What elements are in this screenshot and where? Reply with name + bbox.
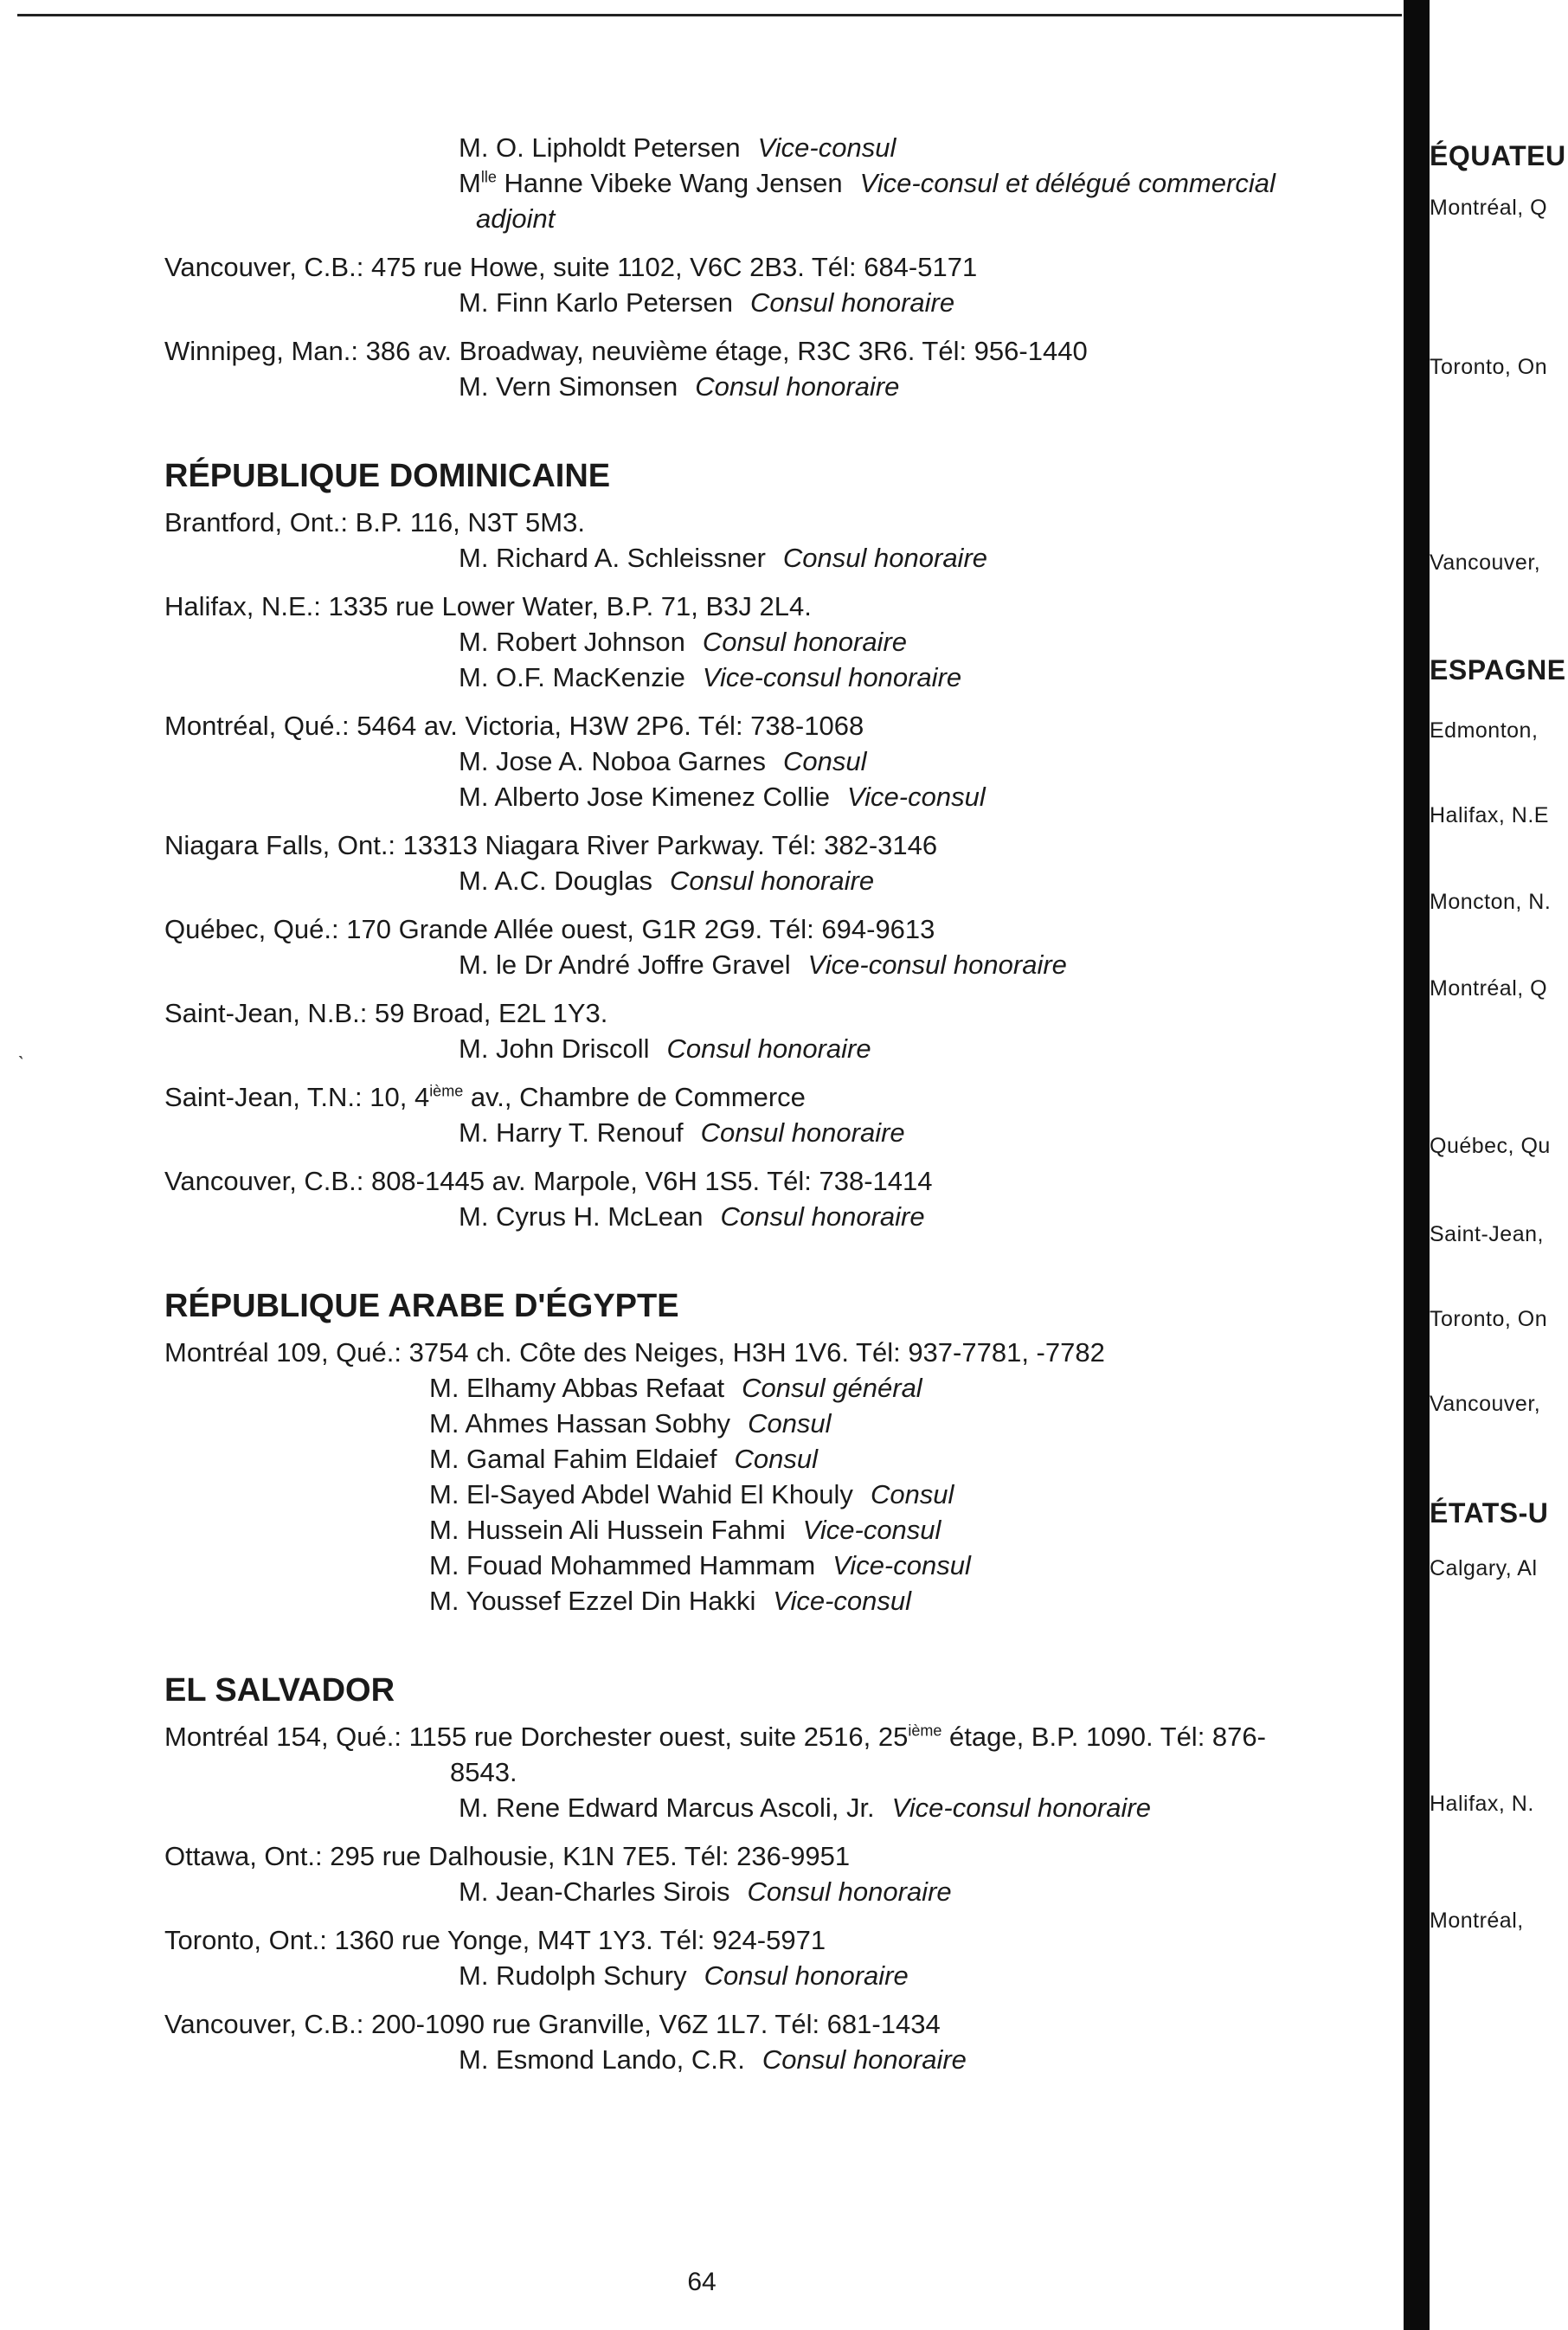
- branch-line: [164, 1719, 1402, 1754]
- person-line: [164, 1370, 1402, 1406]
- person-name-sup: lle: [480, 168, 497, 186]
- branch-city: Niagara Falls, Ont.:: [164, 830, 396, 860]
- adjacent-city: Saint-Jean,: [1430, 1222, 1544, 1246]
- branch-line: [164, 1922, 1402, 1958]
- branch-line: [164, 333, 1402, 369]
- person-role: Vice-consul: [832, 1550, 971, 1580]
- person-role: Consul honoraire: [666, 1033, 871, 1064]
- person-role: Consul honoraire: [720, 1201, 925, 1232]
- branch-line: [164, 1079, 1402, 1115]
- adjacent-city: Montréal,: [1430, 1908, 1524, 1933]
- person-line: [164, 660, 1402, 695]
- branch-line: [164, 995, 1402, 1031]
- person-line: [164, 1790, 1402, 1825]
- branch-line: [164, 1335, 1402, 1370]
- branch-city: Toronto, Ont.:: [164, 1925, 327, 1955]
- person-name: M. Rene Edward Marcus Ascoli, Jr.: [459, 1793, 875, 1823]
- branch-city: Vancouver, C.B.:: [164, 252, 364, 282]
- person-name: M. Jose A. Noboa Garnes: [459, 746, 766, 776]
- person-line: [164, 1199, 1402, 1234]
- person-role: Vice-consul et délégué commercial: [859, 168, 1276, 198]
- adjacent-city: Montréal, Q: [1430, 976, 1548, 1001]
- person-line: [164, 947, 1402, 982]
- person-name: M. Esmond Lando, C.R.: [459, 2044, 745, 2075]
- branch-city: Winnipeg, Man.:: [164, 336, 358, 366]
- branch-city: Montréal 154, Qué.:: [164, 1722, 402, 1752]
- person-role: Consul honoraire: [695, 371, 900, 402]
- person-line: [164, 1441, 1402, 1477]
- adjacent-city: Halifax, N.: [1430, 1792, 1534, 1816]
- person-name: M. Hussein Ali Hussein Fahmi: [429, 1515, 786, 1545]
- person-role: Consul honoraire: [704, 1960, 909, 1991]
- top-rule: [17, 14, 1402, 16]
- person-name: M. Finn Karlo Petersen: [459, 287, 734, 318]
- person-line: [164, 2042, 1402, 2077]
- person-name: M. Ahmes Hassan Sobhy: [429, 1408, 731, 1439]
- branch-line: [164, 2006, 1402, 2042]
- adjacent-city: Montréal, Q: [1430, 196, 1548, 220]
- person-line: [164, 1548, 1402, 1583]
- person-name: M. Cyrus H. McLean: [459, 1201, 704, 1232]
- branch-address: 5464 av. Victoria, H3W 2P6. Tél: 738-1068: [357, 711, 864, 741]
- person-line: [164, 369, 1402, 404]
- person-line: [164, 1583, 1402, 1619]
- branch-address: 808-1445 av. Marpole, V6H 1S5. Tél: 738-1414: [370, 1166, 933, 1196]
- person-name: M. Richard A. Schleissner: [459, 543, 766, 573]
- adjacent-city: Halifax, N.E: [1430, 803, 1549, 827]
- page-content: [164, 130, 1402, 2077]
- person-role: Vice-consul honoraire: [891, 1793, 1151, 1823]
- branch-address-continuation: 8543.: [450, 1757, 517, 1787]
- adjacent-city: Edmonton,: [1430, 718, 1539, 743]
- branch-address: 200-1090 rue Granville, V6Z 1L7. Tél: 681-1434: [370, 2009, 941, 2039]
- adjacent-city: Québec, Qu: [1430, 1134, 1551, 1158]
- person-line: [164, 130, 1402, 165]
- person-role: Consul: [870, 1479, 954, 1509]
- branch-city: Montréal, Qué.:: [164, 711, 350, 741]
- adjacent-heading: ÉTATS-U: [1430, 1497, 1549, 1529]
- country-heading: RÉPUBLIQUE DOMINICAINE: [164, 458, 611, 494]
- person-role: Consul honoraire: [750, 287, 955, 318]
- adjacent-city: Vancouver,: [1430, 550, 1541, 575]
- branch-city: Saint-Jean, T.N.:: [164, 1082, 363, 1112]
- branch-city: Québec, Qué.:: [164, 914, 339, 944]
- country-heading: RÉPUBLIQUE ARABE D'ÉGYPTE: [164, 1288, 679, 1324]
- branch-address: 1335 rue Lower Water, B.P. 71, B3J 2L4.: [328, 591, 812, 621]
- person-name-prefix: M: [459, 168, 481, 198]
- person-name: M. Jean-Charles Sirois: [459, 1876, 730, 1907]
- branch-line: [164, 505, 1402, 540]
- person-name: M. Fouad Mohammed Hammam: [429, 1550, 816, 1580]
- person-name: M. Robert Johnson: [459, 627, 685, 657]
- person-name: M. O. Lipholdt Petersen: [459, 132, 741, 163]
- person-role: Consul: [734, 1444, 818, 1474]
- branch-line: [164, 911, 1402, 947]
- person-name: M. John Driscoll: [459, 1033, 650, 1064]
- person-role: Consul honoraire: [702, 627, 908, 657]
- person-role: Consul honoraire: [747, 1876, 952, 1907]
- adjacent-heading: ÉQUATEU: [1430, 140, 1566, 171]
- person-role-continuation: adjoint: [476, 203, 556, 234]
- branch-line: [164, 827, 1402, 863]
- page-gutter: [1404, 0, 1430, 2330]
- branch-city: Halifax, N.E.:: [164, 591, 321, 621]
- adjacent-city: Toronto, On: [1430, 355, 1548, 379]
- person-role: Consul: [748, 1408, 832, 1439]
- adjacent-city: Calgary, Al: [1430, 1556, 1538, 1580]
- branch-line: [164, 589, 1402, 624]
- person-line: [164, 1406, 1402, 1441]
- person-role: Consul honoraire: [782, 543, 988, 573]
- person-name: M. Gamal Fahim Eldaief: [429, 1444, 717, 1474]
- branch-line: [164, 708, 1402, 743]
- person-line: [164, 285, 1402, 320]
- branch-address: 170 Grande Allée ouest, G1R 2G9. Tél: 694-9613: [346, 914, 935, 944]
- branch-line: [164, 1163, 1402, 1199]
- person-line: [164, 165, 1402, 201]
- person-role: Consul honoraire: [762, 2044, 967, 2075]
- person-role: Vice-consul: [802, 1515, 941, 1545]
- branch-address: B.P. 116, N3T 5M3.: [355, 507, 585, 537]
- person-name: M. A.C. Douglas: [459, 866, 652, 896]
- person-role: Vice-consul: [847, 782, 986, 812]
- person-name: Hanne Vibeke Wang Jensen: [496, 168, 843, 198]
- branch-address: 59 Broad, E2L 1Y3.: [374, 998, 608, 1028]
- person-line: [164, 1115, 1402, 1150]
- person-role: Consul honoraire: [700, 1117, 905, 1148]
- person-line: [164, 540, 1402, 576]
- person-name: M. Youssef Ezzel Din Hakki: [429, 1586, 756, 1616]
- person-role: Vice-consul honoraire: [702, 662, 962, 692]
- country-heading: EL SALVADOR: [164, 1672, 395, 1709]
- person-line: [164, 624, 1402, 660]
- person-line: [164, 1477, 1402, 1512]
- person-line: [164, 1874, 1402, 1909]
- branch-address: 13313 Niagara River Parkway. Tél: 382-3146: [402, 830, 938, 860]
- person-line: [164, 1512, 1402, 1548]
- person-name: M. Rudolph Schury: [459, 1960, 687, 1991]
- branch-line: [164, 1838, 1402, 1874]
- adjacent-heading: ESPAGNE: [1430, 654, 1566, 685]
- adjacent-city: Toronto, On: [1430, 1307, 1548, 1331]
- branch-city: Saint-Jean, N.B.:: [164, 998, 368, 1028]
- person-line: [164, 1031, 1402, 1066]
- person-line: [164, 779, 1402, 814]
- branch-line: [164, 249, 1402, 285]
- person-role: Vice-consul: [773, 1586, 912, 1616]
- person-line: [164, 1958, 1402, 1993]
- branch-address: 3754 ch. Côte des Neiges, H3H 1V6. Tél: 937-7781, -7782: [408, 1337, 1105, 1368]
- branch-city: Montréal 109, Qué.:: [164, 1337, 402, 1368]
- adjacent-city: Vancouver,: [1430, 1392, 1541, 1416]
- person-role: Vice-consul: [757, 132, 896, 163]
- adjacent-page-edge: [1430, 0, 1568, 2330]
- person-name: M. Harry T. Renouf: [459, 1117, 684, 1148]
- branch-city: Ottawa, Ont.:: [164, 1841, 323, 1871]
- person-role: Consul général: [742, 1373, 922, 1403]
- person-name: M. El-Sayed Abdel Wahid El Khouly: [429, 1479, 853, 1509]
- person-name: M. le Dr André Joffre Gravel: [459, 949, 791, 980]
- person-role: Consul: [782, 746, 867, 776]
- branch-address: 10, 4ième av., Chambre de Commerce: [370, 1082, 806, 1112]
- person-role: Consul honoraire: [669, 866, 875, 896]
- person-line: [164, 743, 1402, 779]
- adjacent-city: Moncton, N.: [1430, 890, 1552, 914]
- branch-city: Brantford, Ont.:: [164, 507, 348, 537]
- branch-address: 295 rue Dalhousie, K1N 7E5. Tél: 236-9951: [330, 1841, 851, 1871]
- branch-address: 1360 rue Yonge, M4T 1Y3. Tél: 924-5971: [334, 1925, 826, 1955]
- person-role: Vice-consul honoraire: [807, 949, 1067, 980]
- person-line: [164, 863, 1402, 898]
- person-name: M. Alberto Jose Kimenez Collie: [459, 782, 831, 812]
- branch-city: Vancouver, C.B.:: [164, 1166, 364, 1196]
- branch-city: Vancouver, C.B.:: [164, 2009, 364, 2039]
- page-number: 64: [687, 2268, 717, 2296]
- branch-address: 386 av. Broadway, neuvième étage, R3C 3R6. Tél: 956-1440: [365, 336, 1088, 366]
- branch-address: 475 rue Howe, suite 1102, V6C 2B3. Tél: 684-5171: [370, 252, 978, 282]
- branch-address: 1155 rue Dorchester ouest, suite 2516, 25ième étage, B.P. 1090. Tél: 876-: [408, 1722, 1266, 1752]
- person-name: M. O.F. MacKenzie: [459, 662, 685, 692]
- scan-mark: ˋ: [17, 1052, 25, 1078]
- person-name: M. Elhamy Abbas Refaat: [429, 1373, 725, 1403]
- person-name: M. Vern Simonsen: [459, 371, 678, 402]
